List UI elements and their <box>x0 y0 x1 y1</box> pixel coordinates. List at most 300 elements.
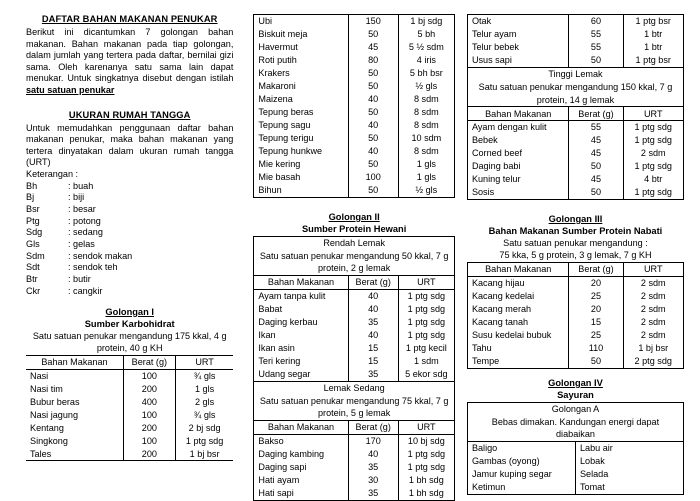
cell-berat: 50 <box>569 54 623 67</box>
table-row <box>254 329 455 342</box>
cell-urt: 2 sdm <box>623 329 684 342</box>
cell-vegetable-right: Labu air <box>575 442 683 455</box>
banner-desc-row <box>467 81 683 107</box>
table-row <box>254 106 455 119</box>
cell-name: Ayam dengan kulit <box>471 122 547 133</box>
abbreviation-item <box>26 239 233 251</box>
cell-urt: 1 ptg sdg <box>398 448 454 461</box>
cell-urt: 5 bh bsr <box>398 67 454 80</box>
col-header-bahan-makanan: Bahan Makanan <box>467 263 569 277</box>
cell-urt: 1 ptg kecil <box>398 342 454 355</box>
golongan1-table-continued <box>253 14 455 198</box>
cell-name: Hati ayam <box>258 475 300 486</box>
table-row <box>254 171 455 184</box>
cell-name: Usus sapi <box>471 55 512 66</box>
cell-urt: 8 sdm <box>398 106 454 119</box>
golongan4-title: Golongan IV <box>548 377 603 388</box>
cell-berat: 45 <box>569 134 623 147</box>
cell-name: Daging kambing <box>258 449 325 460</box>
cell-urt: 1 btr <box>623 41 684 54</box>
cell-berat: 40 <box>348 303 398 316</box>
table-header-row <box>467 107 683 121</box>
cell-berat: 40 <box>348 448 398 461</box>
table-row <box>467 342 683 355</box>
cell-berat: 50 <box>348 67 398 80</box>
cell-berat: 55 <box>569 121 623 134</box>
table-row <box>26 396 233 409</box>
cell-berat: 100 <box>123 369 175 382</box>
cell-urt: 1 bh sdg <box>398 474 454 487</box>
cell-berat: 15 <box>348 355 398 368</box>
cell-urt: 10 bj sdg <box>398 434 454 447</box>
table-header-row <box>254 275 455 289</box>
column-right <box>459 14 690 493</box>
cell-name: Maizena <box>258 94 293 105</box>
cell-name: Kacang merah <box>471 304 532 315</box>
cell-urt: ¾ gls <box>175 409 233 422</box>
cell-name: Udang segar <box>258 369 311 380</box>
col-header-berat: Berat (g) <box>348 421 398 435</box>
golongan2-table-continued <box>467 14 684 200</box>
keterangan-label: Keterangan : <box>26 168 79 179</box>
cell-urt: 1 ptg sdg <box>623 186 684 199</box>
cell-vegetable-right: Selada <box>575 468 683 481</box>
cell-name: Tempe <box>471 356 500 367</box>
cell-berat: 50 <box>348 106 398 119</box>
cell-urt: 1 ptg sdg <box>175 434 233 447</box>
cell-name: Tepung terigu <box>258 133 314 144</box>
abbreviation-item <box>26 192 233 204</box>
abbreviation-key: Btr <box>26 274 38 285</box>
cell-urt: 2 gls <box>175 396 233 409</box>
cell-name: Bihun <box>258 185 282 196</box>
golongan1-subtitle: Sumber Karbohidrat <box>84 318 175 329</box>
abbreviation-list <box>26 181 233 298</box>
cell-urt: 1 sdm <box>398 355 454 368</box>
col-header-berat: Berat (g) <box>569 107 623 121</box>
table-row <box>254 28 455 41</box>
col-header-urt: URT <box>623 107 684 121</box>
table-row <box>467 15 683 28</box>
cell-urt: 1 ptg sdg <box>398 329 454 342</box>
table-row <box>254 289 455 302</box>
cell-berat: 100 <box>348 171 398 184</box>
abbreviation-item <box>26 286 233 298</box>
banner-desc-row <box>254 395 455 421</box>
cell-berat: 25 <box>569 290 623 303</box>
table-row <box>254 316 455 329</box>
cell-name: Daging babi <box>471 161 521 172</box>
golongan3-description-line2: 75 kka, 5 g protein, 3 g lemak, 7 g KH <box>499 250 652 260</box>
cell-name: Singkong <box>30 435 68 446</box>
table-row <box>467 147 683 160</box>
cell-berat: 35 <box>348 316 398 329</box>
cell-berat: 40 <box>348 145 398 158</box>
cell-name: Ayam tanpa kulit <box>258 291 326 302</box>
abbreviation-value: : gelas <box>68 239 95 250</box>
cell-name: Tepung hunkwe <box>258 146 323 157</box>
table-row <box>467 442 683 455</box>
banner-label: Golongan A <box>551 404 600 415</box>
cell-urt: 4 btr <box>623 173 684 186</box>
cell-name: Daging sapi <box>258 462 307 473</box>
cell-berat: 200 <box>123 421 175 434</box>
cell-name: Biskuit meja <box>258 29 308 40</box>
banner-description: Satu satuan penukar mengandung 50 kkal, 7 g protein, 2 g lemak <box>259 251 449 274</box>
cell-berat: 80 <box>348 54 398 67</box>
cell-berat: 15 <box>348 342 398 355</box>
cell-urt: 1 ptg sdg <box>623 121 684 134</box>
table-row <box>26 383 233 396</box>
abbreviation-key: Bj <box>26 192 35 203</box>
golongan1-title: Golongan I <box>105 306 154 317</box>
cell-urt: 8 sdm <box>398 119 454 132</box>
cell-name: Kacang hijau <box>471 278 525 289</box>
cell-vegetable-left: Ketimun <box>471 482 506 493</box>
golongan3-title: Golongan III <box>548 214 603 224</box>
cell-vegetable-right: Lobak <box>575 455 683 468</box>
cell-berat: 60 <box>569 15 623 28</box>
table-row <box>467 290 683 303</box>
banner-label: Lemak Sedang <box>254 381 455 394</box>
urt-section-title: UKURAN RUMAH TANGGA <box>68 109 191 120</box>
cell-urt: 2 sdm <box>623 276 684 289</box>
cell-name: Havermut <box>258 42 298 53</box>
cell-berat: 50 <box>569 355 623 368</box>
cell-name: Corned beef <box>471 148 522 159</box>
cell-urt: 2 sdm <box>623 316 684 329</box>
banner-label: Tinggi Lemak <box>467 67 683 80</box>
cell-berat: 40 <box>348 289 398 302</box>
abbreviation-key: Bh <box>26 180 38 191</box>
col-header-bahan-makanan: Bahan Makanan <box>467 107 569 121</box>
abbreviation-item <box>26 204 233 216</box>
table-row <box>254 342 455 355</box>
cell-urt: 8 sdm <box>398 93 454 106</box>
cell-name: Telur bebek <box>471 42 519 53</box>
cell-urt: 1 bj sdg <box>398 15 454 28</box>
abbreviation-value: : sendok teh <box>68 262 118 273</box>
table-row <box>254 434 455 447</box>
abbreviation-value: : cangkir <box>68 285 103 296</box>
cell-name: Kacang tanah <box>471 317 529 328</box>
cell-name: Ubi <box>258 16 273 27</box>
cell-name: Babat <box>258 304 283 315</box>
cell-urt: ¾ gls <box>175 369 233 382</box>
abbreviation-value: : besar <box>68 203 96 214</box>
table-row <box>254 15 455 28</box>
abbreviation-item <box>26 181 233 193</box>
cell-name: Kentang <box>30 422 64 433</box>
cell-name: Mie kering <box>258 159 301 170</box>
cell-berat: 55 <box>569 28 623 41</box>
table-row <box>467 355 683 368</box>
banner-description: Bebas dimakan. Kandungan energi dapat diabaikan <box>467 416 683 442</box>
cell-name: Kacang kedelai <box>471 291 535 302</box>
cell-berat: 100 <box>123 409 175 422</box>
cell-name: Bebek <box>471 135 498 146</box>
cell-berat: 50 <box>348 184 398 197</box>
table-row <box>254 132 455 145</box>
cell-berat: 400 <box>123 396 175 409</box>
cell-berat: 100 <box>123 434 175 447</box>
cell-urt: 8 sdm <box>398 145 454 158</box>
cell-urt: 1 ptg sdg <box>623 134 684 147</box>
golongan3-table <box>467 262 684 369</box>
cell-name: Daging kerbau <box>258 317 318 328</box>
cell-name: Tales <box>26 447 123 460</box>
table-row <box>467 276 683 289</box>
urt-paragraph: Untuk memudahkan penggunaan daftar bahan makanan penukar, maka bahan makanan yang tertera dinyatakan dalam ukuran rumah tangga (URT) <box>26 122 234 168</box>
intro-paragraph <box>26 27 233 97</box>
abbreviation-value: : biji <box>68 192 85 203</box>
col-header-bahan-makanan: Bahan Makanan <box>26 355 123 369</box>
col-header-bahan-makanan: Bahan Makanan <box>254 421 348 435</box>
abbreviation-key: Sdg <box>26 227 43 238</box>
abbreviation-key: Gls <box>26 239 40 250</box>
table-row <box>254 448 455 461</box>
col-header-urt: URT <box>398 275 454 289</box>
cell-name: Susu kedelai bubuk <box>471 330 552 341</box>
cell-berat: 25 <box>569 329 623 342</box>
cell-berat: 50 <box>348 80 398 93</box>
table-row <box>467 455 683 468</box>
table-row <box>467 41 683 54</box>
cell-berat: 110 <box>569 342 623 355</box>
abbreviation-key: Bsr <box>26 203 40 214</box>
col-header-urt: URT <box>623 263 684 277</box>
table-row <box>254 54 455 67</box>
golongan1-table-left-wrap <box>26 355 233 462</box>
cell-urt: 2 bj sdg <box>175 421 233 434</box>
cell-berat: 45 <box>569 173 623 186</box>
cell-name: Ikan <box>258 330 276 341</box>
cell-urt: 1 bh sdg <box>398 487 454 500</box>
golongan2-table <box>253 236 455 501</box>
col-header-berat: Berat (g) <box>123 355 175 369</box>
cell-berat: 50 <box>569 186 623 199</box>
banner-description: Satu satuan penukar mengandung 75 kkal, 7 g protein, 5 g lemak <box>259 396 449 419</box>
cell-berat: 35 <box>348 461 398 474</box>
cell-urt: 1 btr <box>623 28 684 41</box>
abbreviation-value: : potong <box>68 215 101 226</box>
cell-name: Krakers <box>258 68 290 79</box>
table-row <box>467 134 683 147</box>
table-row <box>254 303 455 316</box>
cell-urt: 5 bh <box>398 28 454 41</box>
cell-berat: 50 <box>569 160 623 173</box>
table-row <box>467 329 683 342</box>
cell-name: Bubur beras <box>30 396 80 407</box>
table-row <box>26 447 233 460</box>
golongan1-table-left <box>26 355 233 462</box>
cell-berat: 200 <box>123 383 175 396</box>
table-row <box>467 481 683 494</box>
cell-urt: 2 sdm <box>623 303 684 316</box>
table-row <box>254 80 455 93</box>
golongan3-subtitle: Bahan Makanan Sumber Protein Nabati <box>488 226 663 236</box>
table-row <box>467 173 683 186</box>
table-header-row <box>467 263 683 277</box>
abbreviation-value: : sedang <box>68 227 103 238</box>
cell-vegetable-left: Gambas (oyong) <box>471 456 540 467</box>
abbreviation-key: Ptg <box>26 215 40 226</box>
cell-berat: 45 <box>569 147 623 160</box>
table-row <box>254 474 455 487</box>
cell-urt: 1 ptg sdg <box>398 316 454 329</box>
intro-paragraph-text: Berikut ini dicantumkan 7 golongan bahan makanan. Bahan makanan pada tiap golongan, dalam jumlah yang tertera pada daftar, bernilai gizi sama. Oleh karenanya satu sama lain dapat menukar. Untuk singkatnya disebut dengan istilah <box>26 27 234 84</box>
abbreviation-value: : buah <box>68 180 94 191</box>
golongan3-description-line1: Satu satuan penukar mengandung : <box>503 238 648 248</box>
cell-name: Roti putih <box>258 55 297 66</box>
table-row <box>26 369 233 382</box>
cell-berat: 20 <box>569 303 623 316</box>
table-header-row <box>254 421 455 435</box>
table-row <box>467 121 683 134</box>
cell-name: Nasi tim <box>30 383 63 394</box>
table-row <box>467 186 683 199</box>
cell-name: Tepung beras <box>258 107 314 118</box>
cell-urt: 1 ptg sdg <box>398 303 454 316</box>
banner-desc-row <box>467 416 683 442</box>
document-title: DAFTAR BAHAN MAKANAN PENUKAR <box>41 14 218 24</box>
cell-name: Tahu <box>471 343 492 354</box>
cell-berat: 150 <box>348 15 398 28</box>
cell-berat: 15 <box>569 316 623 329</box>
column-left <box>10 14 249 489</box>
banner-label: Rendah Lemak <box>323 238 385 249</box>
golongan2-title: Golongan II <box>328 211 380 222</box>
cell-berat: 55 <box>569 41 623 54</box>
table-row <box>467 468 683 481</box>
table-row <box>254 119 455 132</box>
col-header-urt: URT <box>398 421 454 435</box>
cell-urt: 1 gls <box>175 383 233 396</box>
cell-vegetable-right: Tomat <box>575 481 683 494</box>
cell-urt: 10 sdm <box>398 132 454 145</box>
cell-urt: ½ gls <box>398 80 454 93</box>
cell-urt: 1 ptg sdg <box>398 289 454 302</box>
table-row <box>254 184 455 197</box>
cell-name: Sosis <box>471 187 495 198</box>
banner-description: Satu satuan penukar mengandung 150 kkal, 7 g protein, 14 g lemak <box>478 82 673 105</box>
abbreviation-value: : sendok makan <box>68 250 133 261</box>
abbreviation-item <box>26 262 233 274</box>
table-row <box>254 158 455 171</box>
abbreviation-key: Sdm <box>26 250 45 261</box>
abbreviation-item <box>26 227 233 239</box>
cell-name: Mie basah <box>258 172 301 183</box>
banner-row-golongan-a <box>467 402 683 415</box>
table-row <box>254 67 455 80</box>
table-row <box>467 303 683 316</box>
banner-desc-row <box>254 250 455 276</box>
table-header-row <box>26 355 233 369</box>
cell-berat: 40 <box>348 329 398 342</box>
cell-urt: 2 sdm <box>623 147 684 160</box>
cell-urt: 1 gls <box>398 171 454 184</box>
col-header-berat: Berat (g) <box>348 275 398 289</box>
cell-name: Nasi jagung <box>30 409 79 420</box>
abbreviation-key: Sdt <box>26 262 40 273</box>
cell-name: Telur ayam <box>471 29 517 40</box>
golongan1-description: Satu satuan penukar mengandung 175 kkal, 4 g protein, 40 g KH <box>32 330 227 353</box>
golongan4-subtitle: Sayuran <box>557 389 594 400</box>
cell-name: Teri kering <box>258 356 301 367</box>
cell-urt: 1 ptg sdg <box>623 160 684 173</box>
table-row <box>254 145 455 158</box>
cell-urt: 4 iris <box>398 54 454 67</box>
cell-urt: 5 ½ sdm <box>398 41 454 54</box>
cell-name: Kuning telur <box>471 174 521 185</box>
cell-urt: 1 ptg sdg <box>398 461 454 474</box>
cell-urt: 1 bj bsr <box>175 447 233 460</box>
abbreviation-item <box>26 216 233 228</box>
cell-vegetable-left: Baligo <box>471 443 498 454</box>
col-header-bahan-makanan: Bahan Makanan <box>254 275 348 289</box>
table-row <box>254 41 455 54</box>
table-row <box>254 461 455 474</box>
table-row <box>254 355 455 368</box>
cell-name: Ikan asin <box>258 343 295 354</box>
col-header-berat: Berat (g) <box>569 263 623 277</box>
cell-urt: 2 sdm <box>623 290 684 303</box>
intro-paragraph-emphasis: satu satuan penukar <box>26 84 115 95</box>
table-row <box>26 409 233 422</box>
banner-row-lemak-sedang <box>254 381 455 394</box>
table-row <box>26 434 233 447</box>
golongan2-subtitle: Sumber Protein Hewani <box>301 223 407 234</box>
cell-name: Nasi <box>30 370 49 381</box>
abbreviation-key: Ckr <box>26 285 41 296</box>
column-middle <box>249 14 459 499</box>
cell-urt: 1 gls <box>398 158 454 171</box>
table-row <box>467 28 683 41</box>
cell-vegetable-left: Jamur kuping segar <box>471 469 552 480</box>
cell-berat: 35 <box>348 368 398 381</box>
cell-berat: 170 <box>348 434 398 447</box>
cell-urt: 1 ptg bsr <box>623 54 684 67</box>
cell-berat: 35 <box>348 487 398 500</box>
cell-berat: 40 <box>348 119 398 132</box>
cell-berat: 50 <box>348 28 398 41</box>
table-row <box>467 54 683 67</box>
cell-urt: 2 ptg sdg <box>623 355 684 368</box>
cell-name: Makaroni <box>258 81 296 92</box>
abbreviation-value: : butir <box>68 274 91 285</box>
table-row <box>254 93 455 106</box>
cell-berat: 50 <box>348 158 398 171</box>
abbreviation-item <box>26 274 233 286</box>
table-row <box>254 368 455 381</box>
abbreviation-item <box>26 251 233 263</box>
cell-berat: 200 <box>123 447 175 460</box>
cell-berat: 45 <box>348 41 398 54</box>
cell-name: Tepung sagu <box>258 120 311 131</box>
col-header-urt: URT <box>175 355 233 369</box>
cell-urt: ½ gls <box>398 184 454 197</box>
table-row <box>467 160 683 173</box>
table-row <box>26 421 233 434</box>
cell-name: Otak <box>471 16 492 27</box>
banner-row-tinggi-lemak <box>467 67 683 80</box>
cell-name: Bakso <box>258 436 284 447</box>
banner-row-rendah-lemak <box>254 236 455 249</box>
cell-urt: 1 bj bsr <box>623 342 684 355</box>
cell-berat: 30 <box>348 474 398 487</box>
cell-berat: 50 <box>348 132 398 145</box>
table-row <box>467 316 683 329</box>
